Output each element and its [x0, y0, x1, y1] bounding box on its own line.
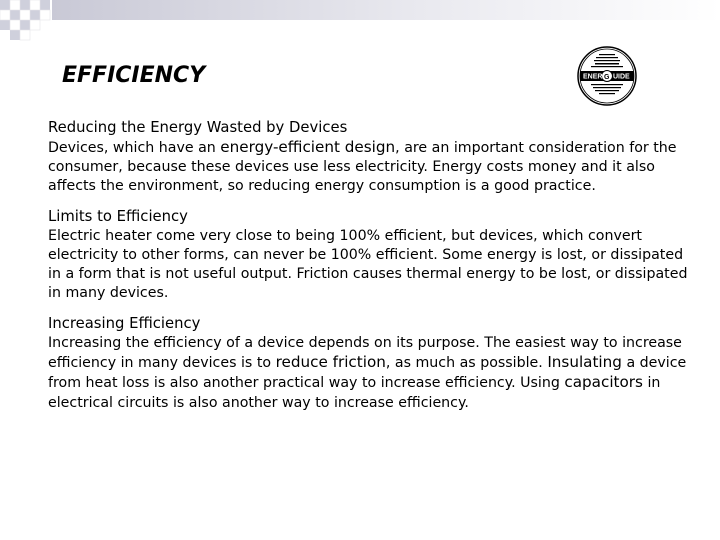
slide-title: EFFICIENCY	[62, 63, 206, 88]
section-body	[48, 138, 688, 197]
section-heading: Limits to Efficiency	[48, 208, 188, 226]
emphasized-term: reduce friction	[275, 353, 386, 372]
emphasized-term: energy-efficient design	[220, 137, 396, 156]
emphasized-term: Insulating	[547, 353, 622, 372]
logo-label-right: UIDE	[613, 73, 630, 81]
body-text: in electrical circuits is also another way to increase efficiency.	[48, 375, 661, 411]
energuide-label-icon	[577, 46, 637, 106]
body-text: , as much as possible.	[385, 355, 548, 372]
body-text: Increasing the efficiency of a device depends on its purpose. The easiest way to increase efficiency in many devices is to	[48, 334, 682, 372]
decorative-squares-header	[0, 0, 720, 48]
section-heading: Reducing the Energy Wasted by Devices	[48, 119, 348, 136]
header-gradient-bar	[52, 0, 720, 20]
slide-content	[48, 118, 688, 424]
logo-label-left: ENER	[583, 73, 603, 81]
emphasized-term: capacitors	[564, 373, 643, 392]
section-reducing-energy	[48, 118, 688, 196]
svg-text:G: G	[604, 74, 610, 81]
body-text: Devices, which have an	[48, 139, 221, 156]
section-body: Electric heater come very close to being 100% efficient, but devices, which convert electricity to other forms, can never be 100% efficient. Some energy is lost, or dissipated in a form that is not useful output. Friction causes thermal energy to be lost, or dissipated in many devices.	[48, 227, 688, 302]
section-body	[48, 334, 688, 413]
body-text: , are an important consideration for the consumer, because these devices use less electricity. Energy costs money and it also affects the environment, so reducing energy consumption is a good practice.	[48, 139, 677, 194]
section-increasing	[48, 314, 688, 412]
section-heading: Increasing Efficiency	[48, 315, 201, 333]
body-text: a device from heat loss is also another practical way to increase efficiency. Using	[48, 355, 687, 392]
section-limits	[48, 207, 688, 303]
